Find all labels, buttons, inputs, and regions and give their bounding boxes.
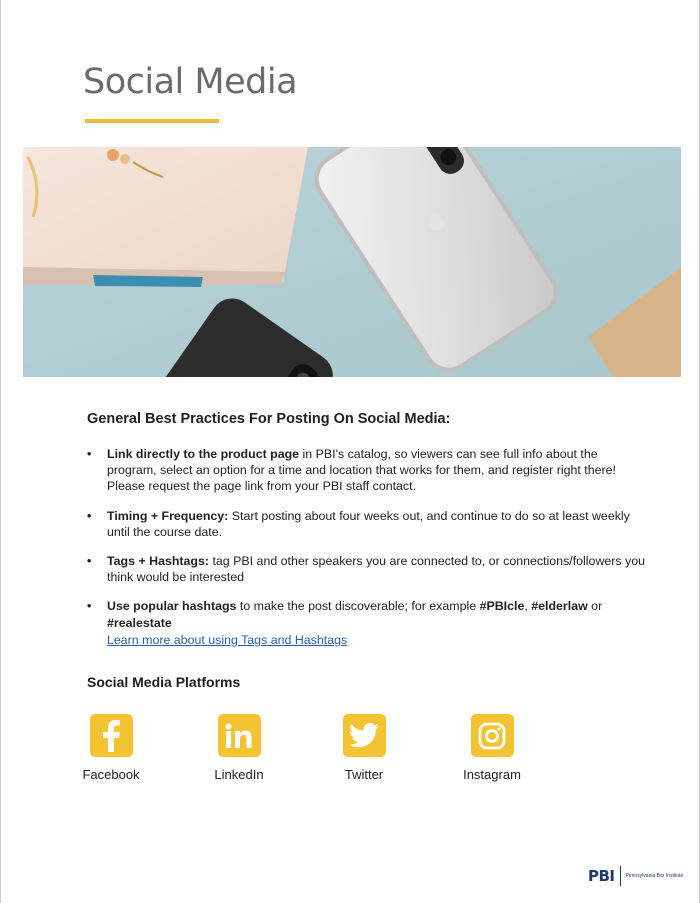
list-item xyxy=(87,553,647,585)
tip-text: Start posting about four weeks out, and continue to do so at least weekly until the course date. xyxy=(107,508,630,539)
best-practices-heading: General Best Practices For Posting On Social Media: xyxy=(87,411,451,427)
tip-bold: Timing + Frequency: xyxy=(107,508,229,523)
list-item xyxy=(87,446,647,495)
platform-facebook[interactable] xyxy=(66,714,156,782)
page-title: Social Media xyxy=(83,62,298,102)
platform-label: Twitter xyxy=(344,767,384,782)
list-item xyxy=(87,598,647,648)
linkedin-icon[interactable] xyxy=(218,714,261,757)
platform-twitter[interactable] xyxy=(319,714,409,782)
hero-image xyxy=(23,147,681,377)
pbi-logo xyxy=(588,866,683,886)
tip-bold: Use popular hashtags xyxy=(107,599,237,614)
twitter-icon[interactable] xyxy=(343,714,386,757)
tip-bold: Tags + Hashtags: xyxy=(107,554,210,569)
separator: or xyxy=(587,599,603,614)
platform-label: LinkedIn xyxy=(214,767,264,782)
tip-text: in PBI's catalog, so viewers can see full info about the program, select an option for a time and location that works for them, and register right there! Please request the page link from your PBI staff contact. xyxy=(107,447,616,494)
list-item xyxy=(87,508,647,540)
facebook-icon[interactable] xyxy=(90,714,133,757)
hashtag: #PBIcle xyxy=(479,599,525,614)
hashtag: #realestate xyxy=(107,615,172,630)
best-practices-list xyxy=(87,446,647,661)
platform-linkedin[interactable] xyxy=(194,714,284,782)
platform-instagram[interactable] xyxy=(447,714,537,782)
tip-text: to make the post discoverable; for example xyxy=(236,599,480,614)
platform-label: Facebook xyxy=(82,767,140,782)
platforms-heading: Social Media Platforms xyxy=(87,674,241,690)
logo-divider xyxy=(620,866,621,886)
platform-label: Instagram xyxy=(463,767,521,782)
logo-mark: PBI xyxy=(588,867,615,885)
title-underline xyxy=(85,119,219,123)
separator: , xyxy=(524,599,532,614)
tip-bold: Link directly to the product page xyxy=(107,447,300,461)
tags-hashtags-link[interactable]: Learn more about using Tags and Hashtags xyxy=(107,632,348,647)
instagram-icon[interactable] xyxy=(471,714,514,757)
hashtag: #elderlaw xyxy=(531,599,588,614)
tip-text: tag PBI and other speakers you are connected to, or connections/followers you think would be interested xyxy=(107,554,646,585)
logo-org-name: Pennsylvania Bar Institute xyxy=(625,873,684,879)
